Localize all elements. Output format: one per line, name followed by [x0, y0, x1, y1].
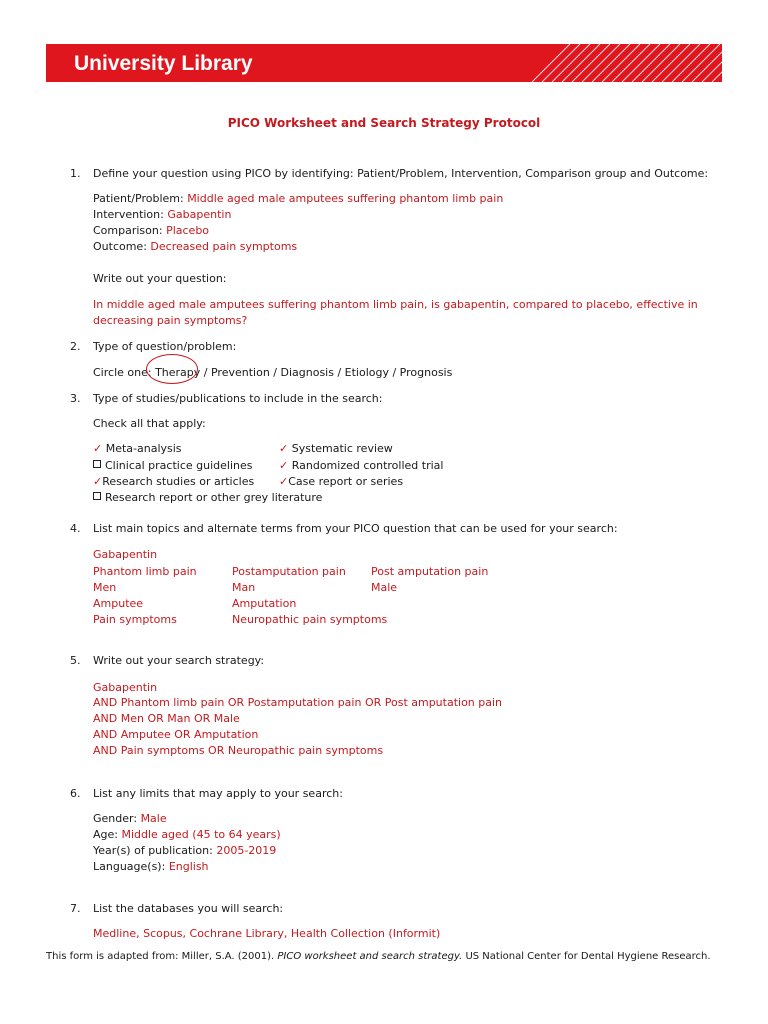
- intervention-label: Intervention:: [93, 208, 164, 221]
- diagonal-stripes-decoration: [522, 44, 722, 82]
- term-cell: Man: [232, 581, 256, 594]
- databases-value: Medline, Scopus, Cochrane Library, Health Collection (Informit): [93, 927, 441, 940]
- q7-text: List the databases you will search:: [93, 902, 284, 915]
- gender-label: Gender:: [93, 812, 138, 825]
- strategy-line: AND Men OR Man OR Male: [93, 712, 240, 725]
- q4-text: List main topics and alternate terms from your PICO question that can be used for your search:: [93, 522, 618, 535]
- study-type-label: Research studies or articles: [102, 475, 255, 488]
- empty-checkbox-icon: [93, 492, 101, 500]
- check-icon: ✓: [93, 475, 103, 488]
- write-question-label: Write out your question:: [93, 272, 227, 285]
- selected-question-type: Therapy: [155, 366, 201, 379]
- study-type-label: Case report or series: [288, 475, 404, 488]
- term-cell: Pain symptoms: [93, 613, 177, 626]
- patient-label: Patient/Problem:: [93, 192, 184, 205]
- strategy-line: AND Amputee OR Amputation: [93, 728, 259, 741]
- term-cell: Male: [371, 581, 398, 594]
- term-cell: Amputation: [232, 597, 297, 610]
- patient-line: [93, 192, 503, 205]
- age-line: [93, 828, 281, 841]
- q6-text: List any limits that may apply to your search:: [93, 787, 343, 800]
- study-type-label: Clinical practice guidelines: [105, 459, 253, 472]
- comparison-line: [93, 224, 209, 237]
- q1-text: Define your question using PICO by identifying: Patient/Problem, Intervention, Comparison group and Outcome:: [93, 167, 709, 180]
- q2-text: Type of question/problem:: [93, 340, 237, 353]
- check-icon: ✓: [279, 442, 289, 455]
- strategy-line: Gabapentin: [93, 681, 158, 694]
- language-value: English: [168, 860, 209, 873]
- strategy-line: AND Phantom limb pain OR Postamputation pain OR Post amputation pain: [93, 696, 503, 709]
- term-cell: Post amputation pain: [371, 565, 489, 578]
- study-type-label: Randomized controlled trial: [291, 459, 444, 472]
- q3-text: Type of studies/publications to include in the search:: [93, 392, 383, 405]
- study-type-right-0: [279, 442, 393, 455]
- age-label: Age:: [93, 828, 118, 841]
- empty-checkbox-icon: [93, 460, 101, 468]
- comparison-label: Comparison:: [93, 224, 163, 237]
- term-cell: Phantom limb pain: [93, 565, 197, 578]
- comparison-value: Placebo: [166, 224, 210, 237]
- term-cell: Postamputation pain: [232, 565, 346, 578]
- outcome-value: Decreased pain symptoms: [150, 240, 298, 253]
- q7-number: 7.: [70, 902, 81, 915]
- study-type-right-2: [279, 475, 403, 488]
- patient-value: Middle aged male amputees suffering phantom limb pain: [187, 192, 504, 205]
- footer-suffix: US National Center for Dental Hygiene Research.: [462, 951, 711, 962]
- study-type-left-1: [93, 459, 252, 472]
- study-type-left-0: [93, 442, 182, 455]
- study-type-right-1: [279, 459, 443, 472]
- circle-one-label: Circle one:: [93, 366, 156, 379]
- q6-number: 6.: [70, 787, 81, 800]
- years-line: [93, 844, 276, 857]
- footer-italic-title: PICO worksheet and search strategy.: [277, 951, 463, 962]
- outcome-line: [93, 240, 297, 253]
- footer-prefix: This form is adapted from: Miller, S.A. (2001).: [46, 951, 278, 962]
- q2-number: 2.: [70, 340, 81, 353]
- q5-text: Write out your search strategy:: [93, 654, 265, 667]
- q3-number: 3.: [70, 392, 81, 405]
- term-cell: Amputee: [93, 597, 144, 610]
- language-label: Language(s):: [93, 860, 166, 873]
- years-label: Year(s) of publication:: [93, 844, 213, 857]
- q1-number: 1.: [70, 167, 81, 180]
- question-line-2: decreasing pain symptoms?: [93, 314, 248, 327]
- language-line: [93, 860, 209, 873]
- banner-title: University Library: [74, 52, 253, 75]
- study-type-label: Research report or other grey literature: [105, 491, 323, 504]
- term-cell: Neuropathic pain symptoms: [232, 613, 388, 626]
- study-type-left-2: [93, 475, 254, 488]
- other-question-types: / Prevention / Diagnosis / Etiology / Prognosis: [200, 366, 453, 379]
- q4-number: 4.: [70, 522, 81, 535]
- intervention-value: Gabapentin: [167, 208, 232, 221]
- strategy-line: AND Pain symptoms OR Neuropathic pain symptoms: [93, 744, 384, 757]
- header-banner: [46, 44, 722, 82]
- check-icon: ✓: [279, 459, 289, 472]
- age-value: Middle aged (45 to 64 years): [121, 828, 281, 841]
- question-line-1: In middle aged male amputees suffering phantom limb pain, is gabapentin, compared to placebo, effective in: [93, 298, 698, 311]
- check-all-label: Check all that apply:: [93, 417, 206, 430]
- term-cell: Gabapentin: [93, 548, 158, 561]
- document-title: PICO Worksheet and Search Strategy Protocol: [227, 116, 541, 130]
- check-icon: ✓: [279, 475, 289, 488]
- gender-value: Male: [140, 812, 167, 825]
- outcome-label: Outcome:: [93, 240, 147, 253]
- selection-circle: [146, 354, 201, 384]
- study-type-left-3: [93, 491, 322, 504]
- check-icon: ✓: [93, 442, 103, 455]
- footer-citation: [46, 951, 711, 962]
- intervention-line: [93, 208, 231, 221]
- term-cell: Men: [93, 581, 117, 594]
- years-value: 2005-2019: [216, 844, 277, 857]
- study-type-label: Systematic review: [291, 442, 393, 455]
- study-type-label: Meta-analysis: [105, 442, 182, 455]
- q5-number: 5.: [70, 654, 81, 667]
- gender-line: [93, 812, 167, 825]
